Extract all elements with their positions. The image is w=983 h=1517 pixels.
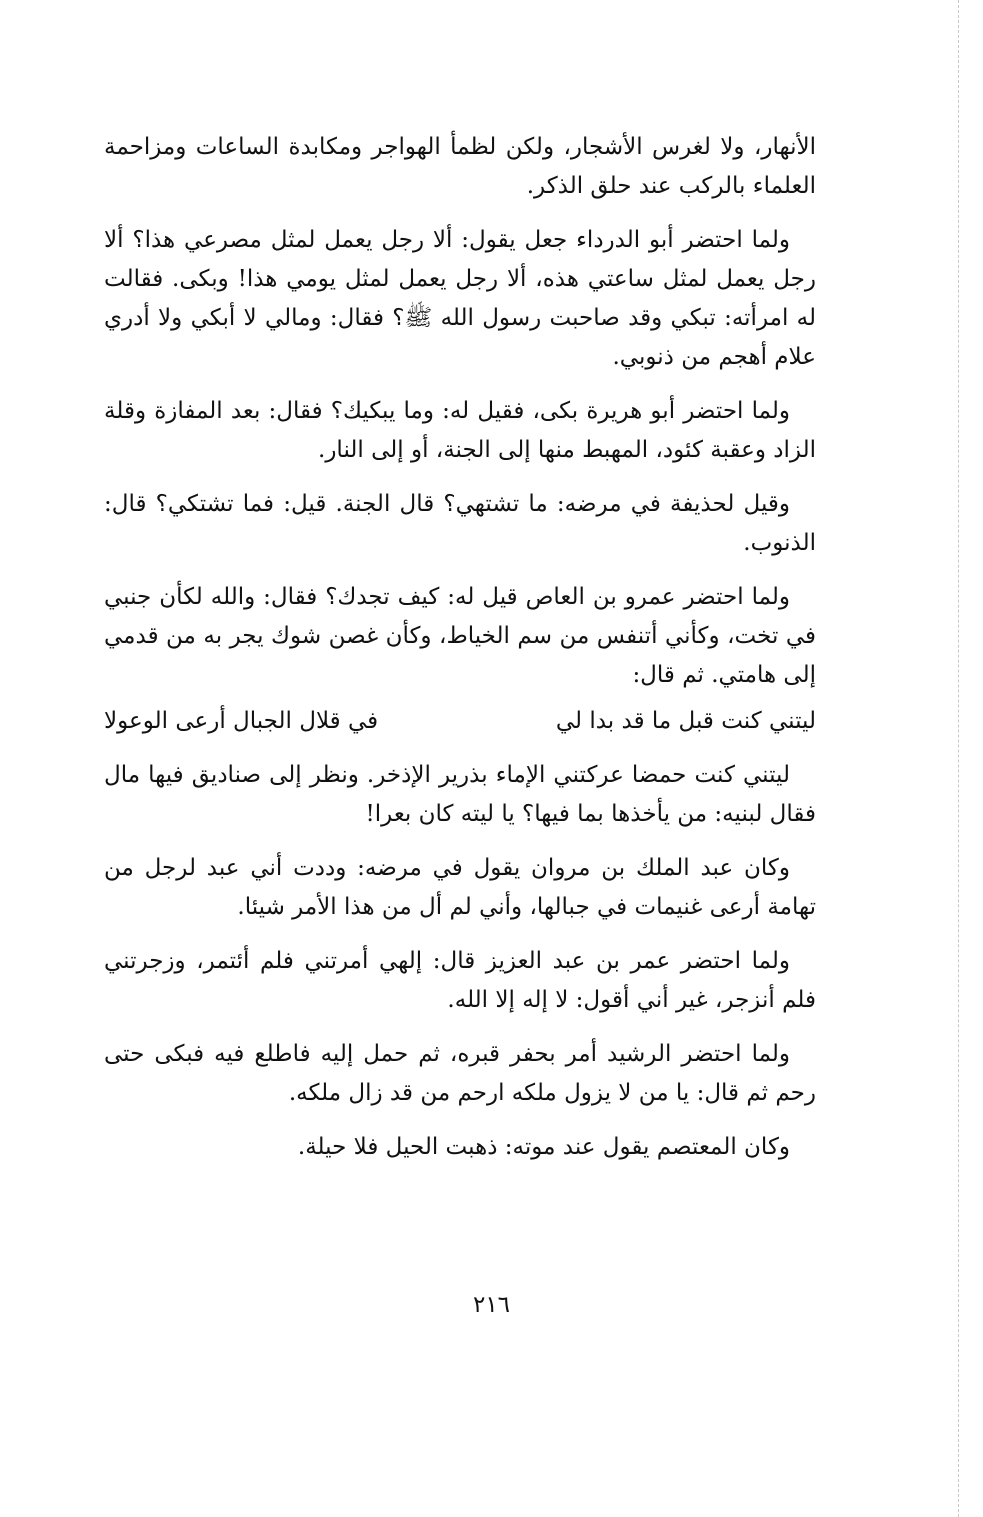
paragraph-after-verse: ليتني كنت حمضا عركتني الإماء بذرير الإذخر. ونظر إلى صناديق فيها مال فقال لبنيه: من يأخذها بما فيها؟ يا ليته كان بعرا! <box>104 762 816 827</box>
poetry-verse <box>104 702 816 741</box>
paragraph-abu-hurayra: ولما احتضر أبو هريرة بكى، فقيل له: وما يبكيك؟ فقال: بعد المفازة وقلة الزاد وعقبة كئود، المهبط منها إلى الجنة، أو إلى النار. <box>104 398 816 463</box>
page-body-text <box>104 128 816 1182</box>
paragraph-abu-al-darda: ولما احتضر أبو الدرداء جعل يقول: ألا رجل يعمل لمثل مصرعي هذا؟ ألا رجل يعمل لمثل ساعتي هذه، ألا رجل يعمل لمثل يومي هذا! وبكى. فقالت له امرأته: تبكي وقد صاحبت رسول الله ﷺ؟ فقال: ومالي لا أبكي ولا أدري علام أهجم من ذنوبي. <box>104 227 816 370</box>
paragraph-al-mutasim: وكان المعتصم يقول عند موته: ذهبت الحيل فلا حيلة. <box>297 1134 790 1160</box>
verse-second-hemistich: في قلال الجبال أرعى الوعولا <box>104 708 379 734</box>
paragraph-al-rashid: ولما احتضر الرشيد أمر بحفر قبره، ثم حمل إليه فاطلع فيه فبكى حتى رحم ثم قال: يا من لا يزول ملكه ارحم من قد زال ملكه. <box>104 1041 816 1106</box>
paragraph-continuation: الأنهار، ولا لغرس الأشجار، ولكن لظمأ الهواجر ومكابدة الساعات ومزاحمة العلماء بالركب عند حلق الذكر. <box>104 134 816 199</box>
page-number: ٢١٦ <box>472 1292 511 1318</box>
scan-edge-divider <box>958 0 959 1517</box>
paragraph-amr-ibn-al-as: ولما احتضر عمرو بن العاص قيل له: كيف تجدك؟ فقال: والله لكأن جنبي في تخت، وكأني أتنفس من سم الخياط، وكأن غصن شوك يجر به من قدمي إلى هامتي. ثم قال: <box>104 584 816 688</box>
paragraph-hudhayfa: وقيل لحذيفة في مرضه: ما تشتهي؟ قال الجنة. قيل: فما تشتكي؟ قال: الذنوب. <box>104 491 816 556</box>
verse-first-hemistich: ليتني كنت قبل ما قد بدا لي <box>555 708 816 734</box>
paragraph-umar-ibn-abd-al-aziz: ولما احتضر عمر بن عبد العزيز قال: إلهي أمرتني فلم أئتمر، وزجرتني فلم أنزجر، غير أني أقول: لا إله إلا الله. <box>104 948 816 1013</box>
paragraph-abd-al-malik: وكان عبد الملك بن مروان يقول في مرضه: وددت أني عبد لرجل من تهامة أرعى غنيمات في جبالها، وأني لم أل من هذا الأمر شيئا. <box>104 855 816 920</box>
